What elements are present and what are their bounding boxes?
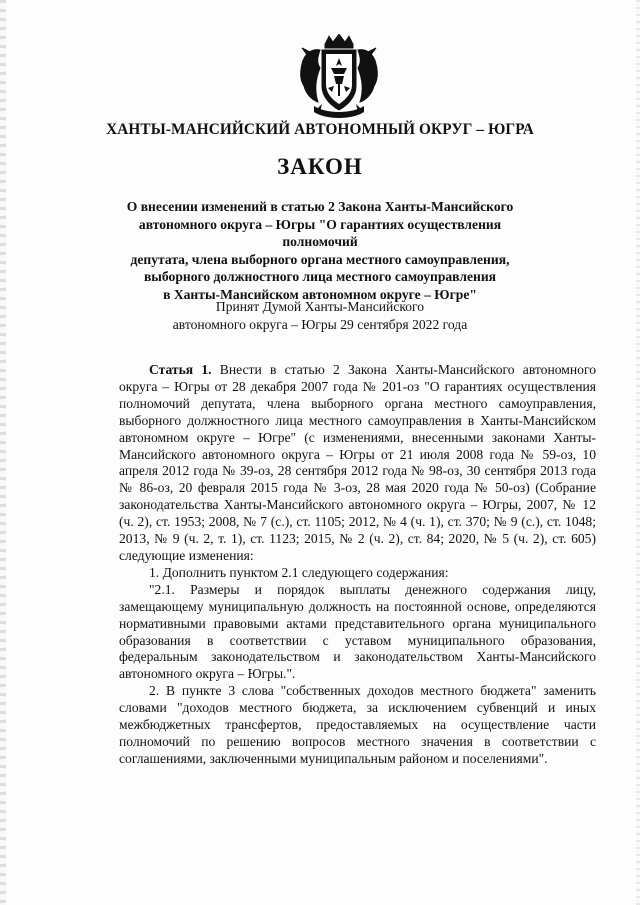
law-title-line: депутата, члена выборного органа местного самоуправления,: [130, 251, 510, 267]
region-heading: ХАНТЫ-МАНСИЙСКИЙ АВТОНОМНЫЙ ОКРУГ – ЮГРА: [106, 121, 534, 138]
adoption-line: Принят Думой Ханты-Мансийского: [215, 299, 425, 314]
amendment-item-2: 2. В пункте 3 слова "собственных доходов местного бюджета" заменить словами "доходов местного бюджета, за исключением субвенций и иных межбюджетных трансфертов, предоставляемых на осуществление части полномочий по решению вопросов местного значения в соответствии с соглашениями, заключенными муниципальным районом и поселениями".: [119, 683, 596, 766]
law-title-line: выборного должностного лица местного самоуправления: [143, 269, 497, 284]
amendment-item-1-text: "2.1. Размеры и порядок выплаты денежного содержания лицу, замещающему муниципальную должность на постоянной основе, определяются нормативными правовыми актами представительного органа муниципального образования в соответствии с уставом муниципального образования, федеральным законодательством и законодательством Ханты-Мансийского автономного округа – Югры.".: [119, 581, 596, 682]
law-title-line: О внесении изменений в статью 2 Закона Ханты-Мансийского: [126, 199, 514, 214]
law-title-line: в Ханты-Мансийском автономном округе – Югре": [163, 286, 477, 302]
document-type-heading: ЗАКОН: [277, 154, 363, 179]
law-body: [119, 362, 596, 768]
amendment-item-1: 1. Дополнить пунктом 2.1 следующего содержания:: [149, 564, 449, 580]
coat-of-arms-icon: [298, 34, 380, 120]
article-1-paragraph: [119, 362, 596, 565]
adoption-note: [100, 298, 540, 333]
law-title: [100, 198, 540, 303]
article-1-intro: Внести в статью 2 Закона Ханты-Мансийского автономного округа – Югры от 28 декабря 2007 года № 201-оз "О гарантиях осуществления полномочий депутата, члена выборного органа местного самоуправления, выборного должностного лица местного самоуправления в Ханты-Мансийском автономном округе – Югре" (с изменениями, внесенными законами Ханты-Мансийского автономного округа – Югры от 21 июля 2008 года № 59-оз, 10 апреля 2012 года № 39-оз, 28 сентября 2012 года № 98-оз, 30 сентября 2013 года № 86-оз, 20 февраля 2015 года № 3-оз, 28 мая 2020 года № 50-оз) (Собрание законодательства Ханты-Мансийского автономного округа – Югры, 2007, № 12 (ч. 2), ст. 1953; 2008, № 7 (с.), ст. 1105; 2012, № 4 (ч. 1), ст. 370; № 9 (с.), ст. 1048; 2013, № 9 (ч. 2, т. 1), ст. 1123; 2015, № 2 (ч. 2), ст. 84; 2020, № 5 (ч. 2), ст. 605) следующие изменения:: [119, 362, 596, 563]
adoption-line: автономного округа – Югры 29 сентября 2022 года: [172, 316, 468, 332]
law-title-line: автономного округа – Югры "О гарантиях осуществления полномочий: [138, 216, 502, 249]
article-1-label: Статья 1.: [149, 362, 212, 377]
